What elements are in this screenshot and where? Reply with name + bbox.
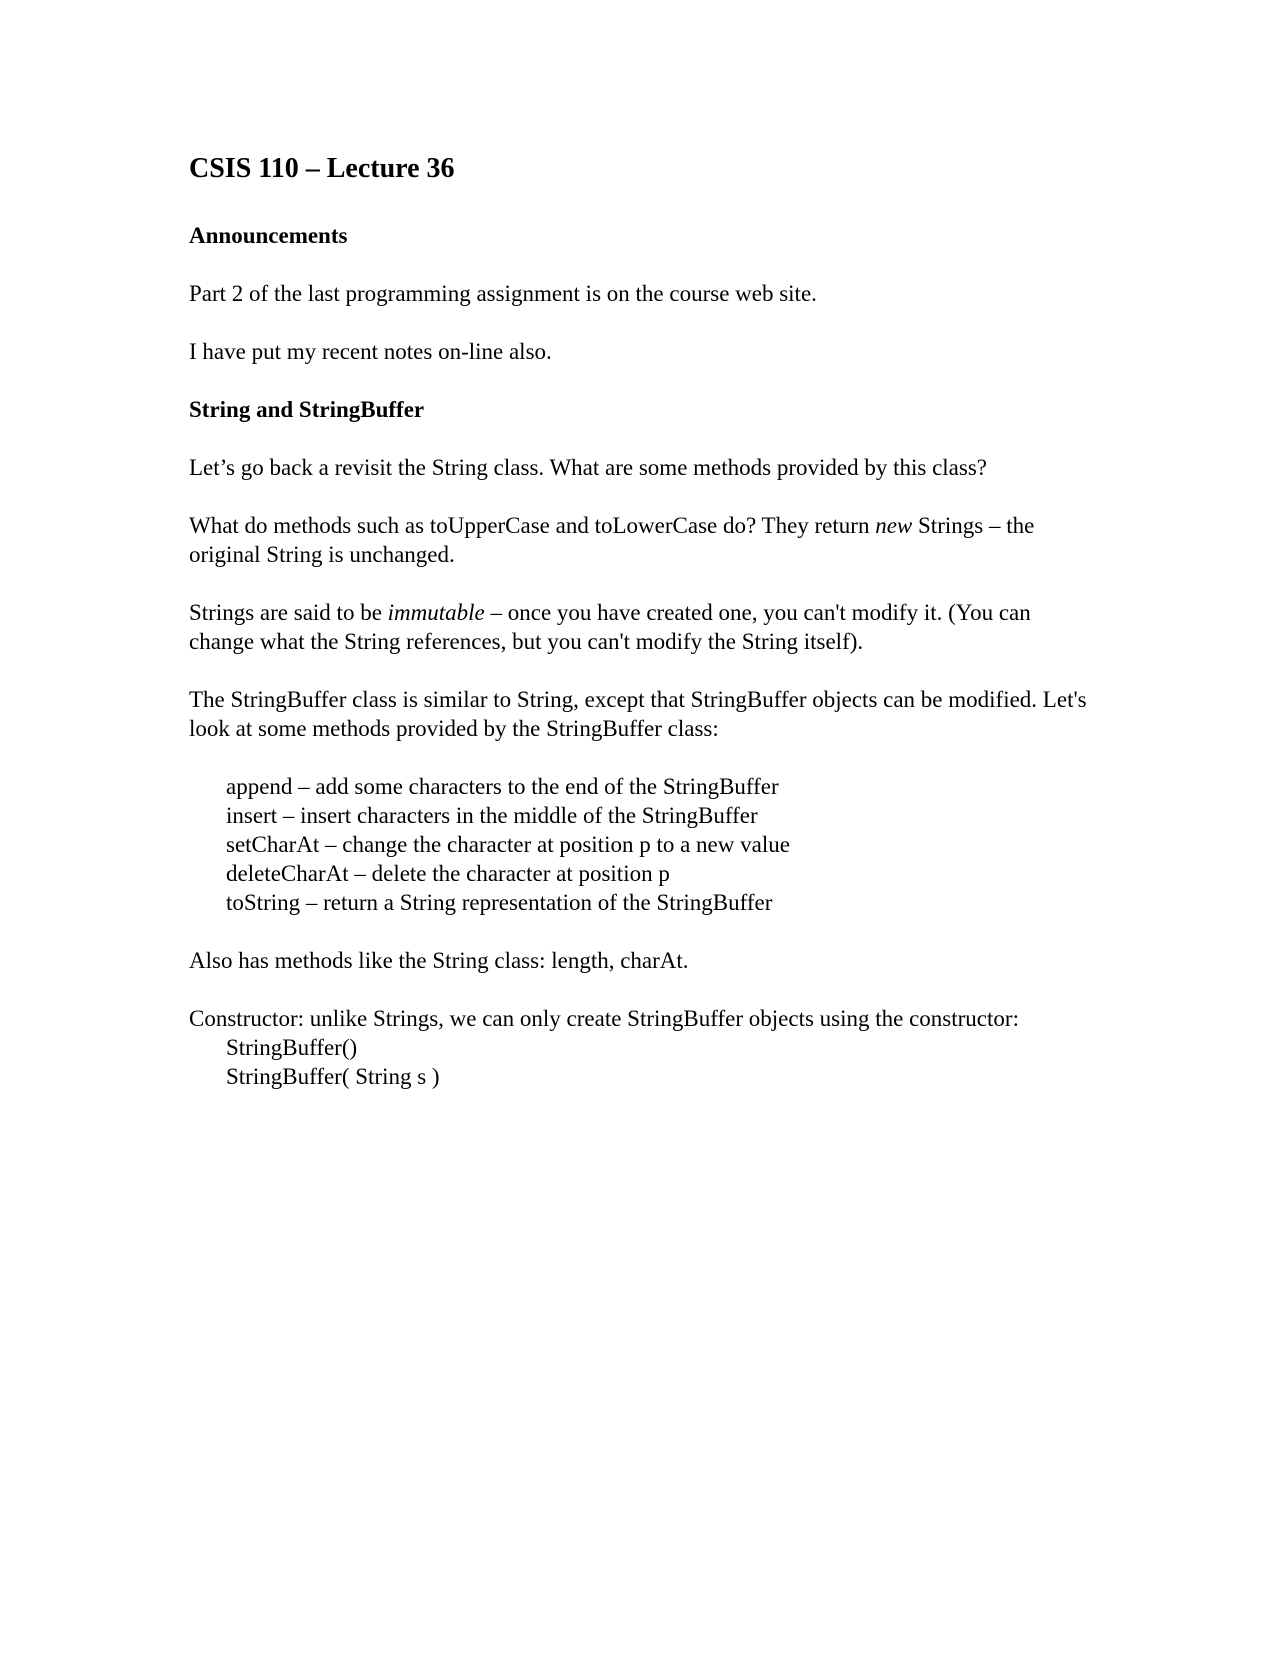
section-paragraph-6: Constructor: unlike Strings, we can only create StringBuffer objects using the constructor: — [189, 1006, 1019, 1031]
announcement-paragraph-1: Part 2 of the last programming assignment is on the course web site. — [189, 281, 817, 306]
announcement-paragraph-2: I have put my recent notes on-line also. — [189, 339, 552, 364]
paragraph-text: What do methods such as toUpperCase and toLowerCase do? They return — [189, 513, 876, 538]
list-item: setCharAt – change the character at position p to a new value — [226, 832, 790, 857]
paragraph-text: Strings are said to be — [189, 600, 388, 625]
section-paragraph-3 — [189, 598, 1089, 656]
section-paragraph-1: Let’s go back a revisit the String class. What are some methods provided by this class? — [189, 455, 988, 480]
constructor-line: StringBuffer() — [226, 1035, 358, 1060]
announcements-heading: Announcements — [189, 223, 348, 248]
paragraph-text: Strings – the original String is unchanged. — [189, 513, 1035, 567]
constructor-block — [189, 1004, 1089, 1091]
section-paragraph-2 — [189, 511, 1089, 569]
paragraph-text: – once you have created one, you can't modify it. (You can change what the String references, but you can't modify the String itself). — [189, 600, 1031, 654]
list-item: deleteCharAt – delete the character at position p — [226, 861, 670, 886]
emphasis-text: new — [875, 513, 913, 538]
emphasis-text: immutable — [387, 600, 485, 625]
method-list — [189, 772, 1089, 917]
list-item: insert – insert characters in the middle of the StringBuffer — [226, 803, 758, 828]
document-page — [189, 148, 1089, 1091]
page-title: CSIS 110 – Lecture 36 — [189, 153, 455, 184]
list-item: append – add some characters to the end of the StringBuffer — [226, 774, 779, 799]
constructor-line: StringBuffer( String s ) — [226, 1064, 440, 1089]
section-heading: String and StringBuffer — [189, 397, 425, 422]
section-paragraph-5: Also has methods like the String class: length, charAt. — [189, 948, 689, 973]
list-item: toString – return a String representation of the StringBuffer — [226, 890, 773, 915]
section-paragraph-4: The StringBuffer class is similar to String, except that StringBuffer objects can be modified. Let's look at some methods provided by the StringBuffer class: — [189, 687, 1087, 741]
